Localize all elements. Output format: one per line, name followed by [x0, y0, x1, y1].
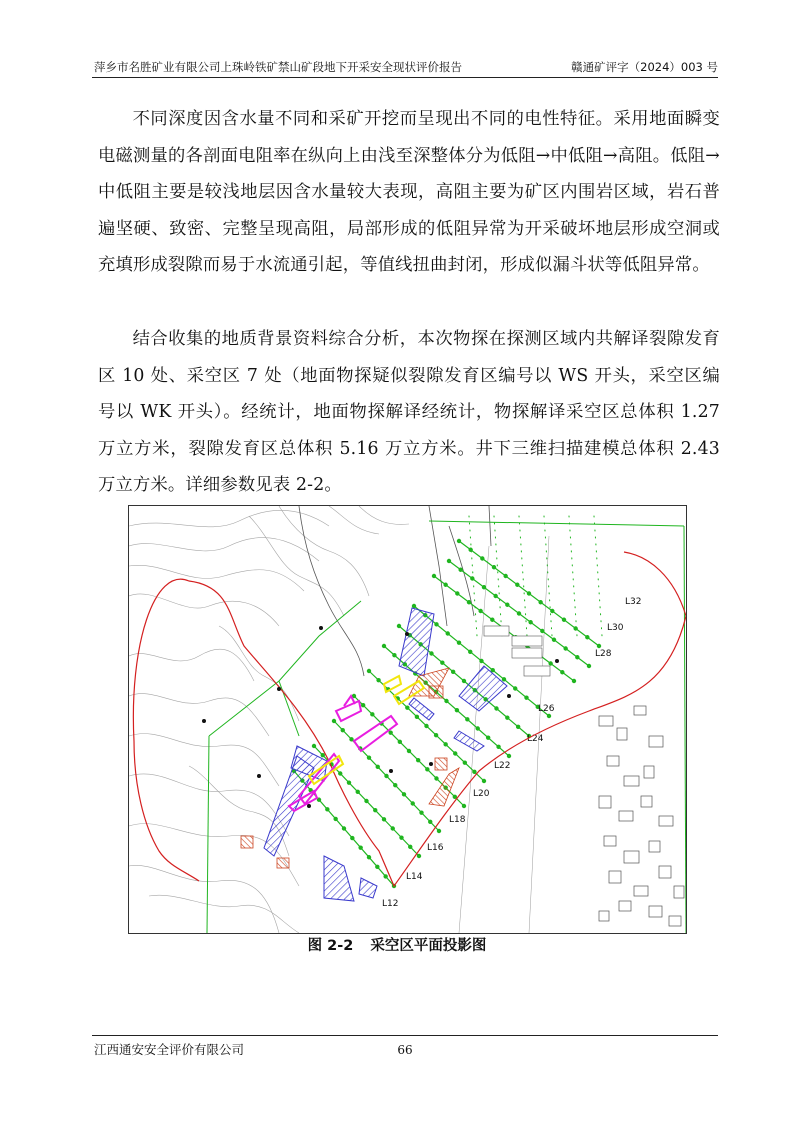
survey-node: [376, 678, 380, 682]
survey-node: [425, 767, 429, 771]
survey-node: [429, 651, 433, 655]
survey-node: [482, 585, 486, 589]
survey-node: [398, 740, 402, 744]
survey-node: [502, 677, 506, 681]
survey-node: [416, 758, 420, 762]
survey-node: [493, 594, 497, 598]
survey-node: [507, 754, 511, 758]
survey-node: [341, 728, 345, 732]
figure-caption: [0, 934, 794, 955]
survey-node: [463, 760, 467, 764]
survey-node: [479, 659, 483, 663]
survey-node: [419, 810, 423, 814]
survey-node: [505, 715, 509, 719]
grid-survey-line: [469, 516, 477, 636]
survey-node: [412, 604, 416, 608]
fracture-zone-5: [435, 758, 447, 770]
survey-node: [443, 742, 447, 746]
goaf-zone-wk4: [324, 856, 354, 901]
report-number: 赣通矿评字（2024）003 号: [571, 60, 718, 74]
survey-node: [443, 583, 447, 587]
survey-node: [350, 836, 354, 840]
survey-node: [358, 845, 362, 849]
fracture-zone-3: [241, 836, 253, 848]
survey-node: [472, 770, 476, 774]
survey-line-label: L16: [427, 843, 444, 853]
survey-node: [490, 618, 494, 622]
survey-line-label: L18: [449, 815, 466, 825]
paragraph-analysis-summary: 结合收集的地质背景资料综合分析，本次物探在探测区域内共解译裂隙发育区 10 处、采空区 7 处（地面物探疑似裂隙发育区编号以 WS 开头，采空区编号以 WK 开头）。经统计，地面物探解译经统计，物探解译采空区总体积 1.27 万立方米，裂隙发育区总体积 5.16 万立方米。井下三维扫描建模总体积 2.43 万立方米。详细参数见表 2-2。: [98, 329, 720, 496]
survey-node: [467, 600, 471, 604]
survey-node: [342, 826, 346, 830]
survey-node: [547, 714, 551, 718]
figure-title: 采空区平面投影图: [370, 938, 487, 954]
survey-node: [470, 576, 474, 580]
survey-lines: [292, 516, 642, 909]
survey-node: [482, 779, 486, 783]
survey-node: [437, 829, 441, 833]
survey-node: [392, 653, 396, 657]
survey-node: [597, 644, 601, 648]
survey-node: [476, 726, 480, 730]
fracture-zone-2: [429, 768, 459, 806]
survey-node: [585, 635, 589, 639]
survey-node: [538, 600, 542, 604]
survey-node: [505, 603, 509, 607]
survey-node: [364, 799, 368, 803]
survey-node: [338, 771, 342, 775]
survey-node: [375, 865, 379, 869]
survey-node: [552, 638, 556, 642]
survey-line-label: L32: [625, 597, 642, 607]
grid-survey-line: [569, 516, 577, 636]
survey-node: [382, 644, 386, 648]
survey-node: [402, 792, 406, 796]
goaf-zone-wk1: [399, 608, 434, 676]
survey-node: [325, 807, 329, 811]
topographic-contours: [129, 506, 409, 933]
footer-company: 江西通安安全评价有限公司: [94, 1042, 245, 1057]
survey-node: [573, 626, 577, 630]
road-lines: [299, 506, 491, 676]
survey-node: [478, 609, 482, 613]
survey-node: [468, 650, 472, 654]
survey-node: [411, 801, 415, 805]
survey-node: [321, 753, 325, 757]
survey-line-label: L24: [527, 734, 544, 744]
survey-node: [397, 624, 401, 628]
survey-node: [540, 629, 544, 633]
survey-node: [382, 817, 386, 821]
survey-node: [517, 611, 521, 615]
survey-node: [447, 559, 451, 563]
goaf-plan-map: [128, 505, 687, 934]
survey-node: [513, 686, 517, 690]
survey-node: [347, 780, 351, 784]
survey-node: [462, 679, 466, 683]
survey-node: [527, 591, 531, 595]
goaf-zone-wk2: [459, 666, 507, 711]
survey-node: [492, 565, 496, 569]
survey-node: [383, 874, 387, 878]
goaf-zone-wk7: [409, 698, 434, 720]
page-footer: [92, 1035, 718, 1057]
survey-node: [384, 774, 388, 778]
survey-node: [356, 790, 360, 794]
survey-node: [446, 631, 450, 635]
survey-node: [391, 826, 395, 830]
survey-node: [563, 646, 567, 650]
survey-line-label: L28: [595, 649, 612, 659]
exploration-boundary-west: [134, 741, 199, 881]
survey-node: [516, 725, 520, 729]
survey-node: [417, 854, 421, 858]
survey-node: [503, 574, 507, 578]
figure-number: 图 2-2: [307, 938, 354, 954]
survey-node: [361, 703, 365, 707]
survey-node: [480, 556, 484, 560]
survey-node: [376, 765, 380, 769]
survey-node: [367, 755, 371, 759]
survey-node: [370, 712, 374, 716]
goaf-zone-wk5: [454, 731, 484, 751]
grid-survey-line: [544, 516, 552, 636]
survey-node: [434, 733, 438, 737]
building-blocks: [599, 706, 684, 926]
survey-node: [455, 591, 459, 595]
survey-line-label: L12: [382, 899, 399, 909]
survey-node: [496, 745, 500, 749]
page-number: 66: [397, 1043, 413, 1057]
survey-node: [562, 618, 566, 622]
survey-node: [367, 669, 371, 673]
survey-node: [572, 679, 576, 683]
survey-node: [444, 699, 448, 703]
survey-node: [465, 717, 469, 721]
survey-node: [312, 744, 316, 748]
survey-node: [528, 620, 532, 624]
survey-node: [457, 539, 461, 543]
survey-node: [373, 808, 377, 812]
survey-line-label: L14: [406, 872, 423, 882]
survey-node: [468, 548, 472, 552]
survey-node: [408, 845, 412, 849]
survey-node: [575, 655, 579, 659]
survey-line-label: L26: [538, 704, 555, 714]
survey-node: [405, 705, 409, 709]
survey-line-label: L22: [494, 761, 511, 771]
survey-node: [524, 695, 528, 699]
survey-node: [462, 804, 466, 808]
survey-node: [407, 749, 411, 753]
survey-node: [424, 724, 428, 728]
survey-node: [415, 715, 419, 719]
survey-node: [451, 670, 455, 674]
goaf-zone-wk6: [359, 878, 377, 898]
survey-node: [548, 661, 552, 665]
survey-node: [458, 568, 462, 572]
survey-node: [457, 640, 461, 644]
survey-node: [515, 583, 519, 587]
fracture-zone-4: [277, 858, 289, 868]
survey-node: [494, 706, 498, 710]
survey-node: [399, 835, 403, 839]
grid-survey-line: [594, 516, 602, 636]
fracture-zone-6: [429, 686, 443, 698]
survey-node: [455, 708, 459, 712]
paragraph-electrical-features: 不同深度因含水量不同和采矿开挖而呈现出不同的电性特征。采用地面瞬变电磁测量的各剖面电阻率在纵向上由浅至深整体分为低阻→中低阻→高阻。低阻→中低阻主要是较浅地层因含水量较大表现，高阻主要为矿区内围岩区域，岩石普遍坚硬、致密、完整呈现高阻，局部形成的低阻异常为开采破坏地层形成空洞或充填形成裂隙而易于水流通引起，等值线扭曲封闭，形成似漏斗状等低阻异常。: [98, 109, 720, 276]
survey-node: [367, 855, 371, 859]
survey-node: [434, 622, 438, 626]
survey-line-label: L20: [473, 789, 490, 799]
report-title: 萍乡市名胜矿业有限公司上珠岭铁矿禁山矿段地下开采安全现状评价报告: [94, 60, 462, 74]
survey-node: [440, 660, 444, 664]
survey-node: [332, 719, 336, 723]
survey-node: [428, 820, 432, 824]
survey-node: [560, 670, 564, 674]
grid-survey-line: [494, 516, 502, 636]
survey-node: [453, 751, 457, 755]
survey-line-label: L30: [607, 623, 624, 633]
survey-node: [587, 664, 591, 668]
survey-node: [486, 735, 490, 739]
exploration-boundary: [133, 552, 686, 886]
survey-node: [432, 574, 436, 578]
survey-node: [550, 609, 554, 613]
page-header: [92, 55, 718, 78]
survey-node: [393, 783, 397, 787]
survey-node: [333, 817, 337, 821]
survey-node: [434, 776, 438, 780]
